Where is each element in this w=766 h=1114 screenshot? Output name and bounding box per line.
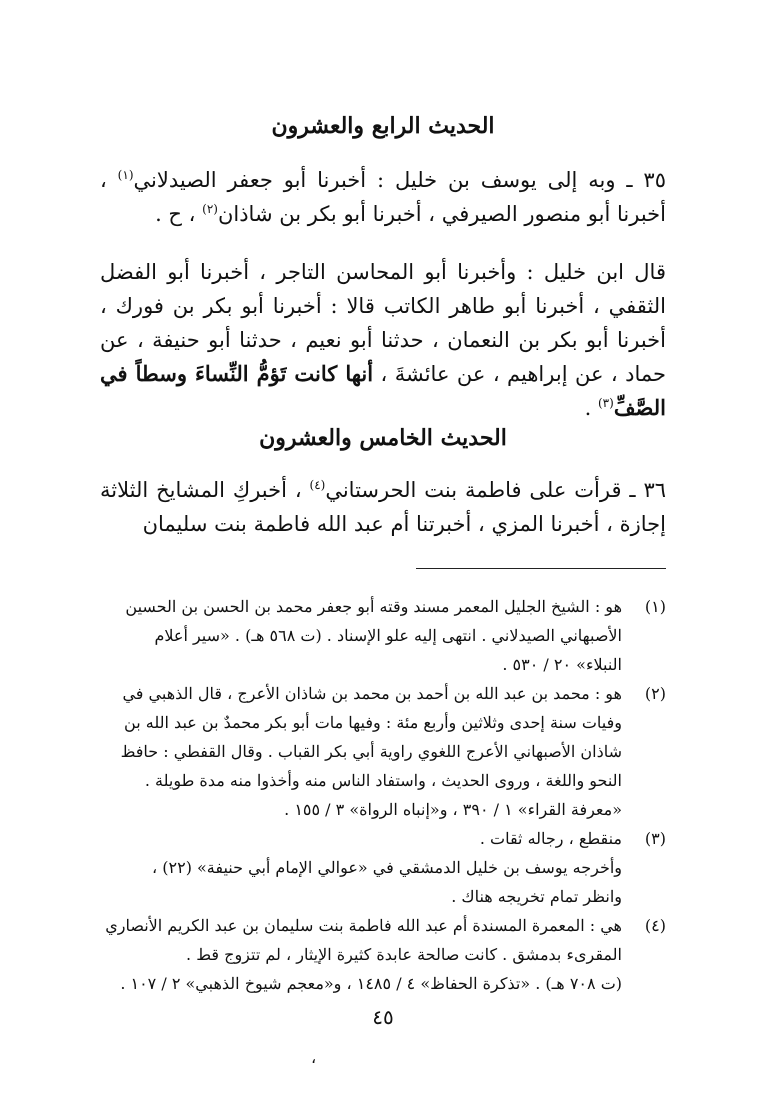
page-number: ٤٥: [372, 1005, 394, 1029]
footnotes: [100, 592, 666, 998]
text-span: قال ابن خليل : وأخبرنا أبو المحاسن التاجر ، أخبرنا أبو الفضل: [100, 260, 666, 284]
text-span: ٣٥ ـ وبه إلى يوسف بن خليل : أخبرنا أبو جعفر الصيدلاني: [133, 168, 666, 192]
footnote-line: النحو واللغة ، وروى الحديث ، واستفاد الناس منه وأخذوا منه مدة طويلة .: [144, 771, 622, 790]
text-span: أبو بكر بن النعمان ، حدثنا أبو نعيم ، حدثنا أبو حنيفة ، عن حماد ، عن: [100, 328, 666, 386]
text-line: [100, 163, 666, 231]
footnote-ref-3: (٣): [597, 396, 614, 410]
text-span: ، أخبركِ المشايخ الثلاثة: [100, 478, 310, 502]
footnote-line: الأصبهاني الصيدلاني . انتهى إليه علو الإسناد . (ت ٥٦٨ هـ) . «سير أعلام: [154, 626, 622, 645]
footnote-separator: [416, 568, 666, 569]
footnote-3: [100, 824, 666, 911]
footnote-text: [100, 679, 622, 824]
text-line: [100, 473, 666, 541]
footnote-line: وفيات سنة إحدى وثلاثين وأربع مئة : وفيها مات أبو بكر محمدٌ بن عبد الله بن: [124, 713, 622, 732]
footnote-line: وانظر تمام تخريجه هناك .: [451, 887, 622, 906]
footnote-text: [100, 592, 622, 679]
text-span: ، أخبرنا أبو منصور الصيرفي ، أخبرنا أبو بكر بن شاذان: [100, 168, 666, 226]
text-line: [100, 255, 666, 425]
footnote-line: وأخرجه يوسف بن خليل الدمشقي في «عوالي الإمام أبي حنيفة» (٢٢) ،: [152, 858, 622, 877]
footnote-line: (ت ٧٠٨ هـ) . «تذكرة الحفاظ» ٤ / ١٤٨٥ ، و«معجم شيوخ الذهبي» ٢ / ١٠٧ .: [120, 974, 622, 993]
footnote-ref-2: (٢): [202, 202, 218, 216]
text-span: إجازة ، أخبرنا المزي ، أخبرتنا أم عبد الله فاطمة بنت سليمان: [142, 512, 666, 536]
hadith-36-isnad: [100, 473, 666, 541]
section-heading-24: الحديث الرابع والعشرون: [271, 113, 495, 139]
footnote-line: هي : المعمرة المسندة أم عبد الله فاطمة بنت سليمان بن عبد الكريم الأنصاري: [105, 916, 622, 935]
hadith-matn: أنها كانت تَؤمُّ النِّساءَ وسطاً في الصَّفِّ: [100, 361, 666, 420]
footnote-line: هو : الشيخ الجليل المعمر مسند وقته أبو جعفر محمد بن الحسن بن الحسين: [125, 597, 622, 616]
footnote-line: شاذان الأصبهاني الأعرج اللغوي راوية أبي بكر القباب . وقال القفطي : حافظ: [120, 742, 622, 761]
text-span: .: [584, 396, 598, 420]
footnote-line: هو : محمد بن عبد الله بن أحمد بن محمد بن شاذان الأعرج ، قال الذهبي في: [122, 684, 622, 703]
footnote-line: المقرىء بدمشق . كانت صالحة عابدة كثيرة الإيثار ، لم تتزوج قط .: [186, 945, 622, 964]
stray-mark: ،: [311, 1048, 317, 1067]
section-heading-25: الحديث الخامس والعشرون: [259, 425, 507, 451]
footnote-ref-4: (٤): [309, 478, 326, 492]
footnote-number: (٤): [644, 916, 666, 935]
footnote-text: [100, 824, 622, 911]
hadith-35-isnad: [100, 163, 666, 231]
text-span: ٣٦ ـ قرأت على فاطمة بنت الحرستاني: [325, 478, 667, 502]
footnote-line: النبلاء» ٢٠ / ٥٣٠ .: [502, 655, 622, 674]
footnote-line: منقطع ، رجاله ثقات .: [479, 829, 622, 848]
text-span: إبراهيم ، عن عائشةَ ،: [373, 362, 568, 386]
text-span: ، ح .: [155, 202, 196, 226]
footnote-ref-1: (١): [117, 168, 134, 182]
footnote-number: (٢): [644, 684, 666, 703]
footnote-number: (٣): [644, 829, 666, 848]
footnote-line: «معرفة القراء» ١ / ٣٩٠ ، و«إنباه الرواة» ٣ / ١٥٥ .: [284, 800, 622, 819]
footnote-2: [100, 679, 666, 824]
footnote-number: (١): [644, 597, 666, 616]
footnote-4: [100, 911, 666, 998]
footnote-1: [100, 592, 666, 679]
text-span: الثقفي ، أخبرنا أبو طاهر الكاتب قالا : أخبرنا أبو بكر بن فورك ، أخبرنا: [100, 294, 666, 352]
footnote-text: [100, 911, 622, 998]
hadith-35-body: [100, 255, 666, 425]
